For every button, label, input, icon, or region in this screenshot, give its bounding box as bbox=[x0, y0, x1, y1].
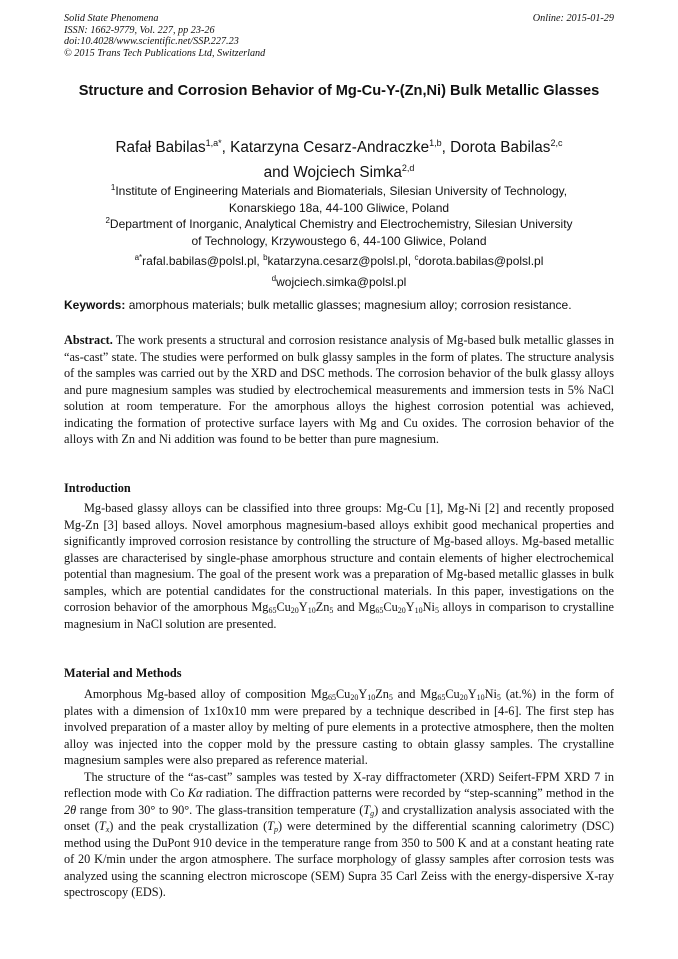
body-text: ) and crystallization analysis associated with the onset ( bbox=[64, 802, 614, 833]
email-block bbox=[80, 249, 598, 291]
email-superscript: b bbox=[263, 253, 268, 262]
author-superscript: 2,d bbox=[401, 163, 415, 174]
alloy-formula: $Mg_{65}Cu_{20}Y_{10}Zn_5$ bbox=[310, 687, 393, 702]
affiliation-superscript: 2 bbox=[105, 216, 110, 225]
affiliation-text: Department of Inorganic, Analytical Chemistry and Electrochemistry, Silesian University bbox=[109, 217, 573, 231]
math-symbol: 2θ bbox=[64, 802, 77, 817]
methods-paragraphs bbox=[64, 686, 614, 901]
math-symbol: $T_p$ bbox=[267, 819, 279, 834]
email-address: rafal.babilas@polsl.pl, bbox=[142, 254, 260, 268]
abstract-text: The work presents a structural and corrosion resistance analysis of Mg-based bulk metallic glasses in “as-cast” state. The studies were performed on bulk glassy samples in the form of plates. The structure analysis of the samples was carried out by the XRD and DSC methods. The corrosion behavior of the bulk glassy alloys and pure magnesium samples was studied by electrochemical measurements and immersion tests in 5% NaCl solution at room temperature. For the amorphous alloys the highest corrosion potential was achieved, indicating the formation of protective surface layers with Mg and Cu oxides. The corrosion behavior of the alloys with Zn and Ni addition was found to be better than pure magnesium. bbox=[64, 333, 614, 446]
affiliation-superscript: 1 bbox=[110, 183, 116, 192]
body-text: Mg-based glassy alloys can be classified into three groups: Mg-Cu [1], Mg-Ni [2] and recently proposed Mg-Zn [3] based alloys. Novel amorphous magnesium-based alloys exhibit good mechanical properties and significantly improved corrosion resistance by controlling the structure of Mg-based alloys. Mg-based metallic glasses are characterised by single-phase amorphous structure and contain elements of higher electrochemical potential than magnesium. The goal of the present work was a preparation of Mg-based metallic glasses in bulk samples, which are potential candidates for the constructional materials. In this paper, investigations on the corrosion behavior of the amorphous bbox=[64, 501, 614, 614]
author-name: Wojciech Simka bbox=[293, 164, 402, 182]
online-date: Online: 2015-01-29 bbox=[532, 13, 614, 24]
abstract-label: Abstract. bbox=[64, 333, 113, 347]
author-name: Katarzyna Cesarz-Andraczke bbox=[230, 139, 430, 157]
affiliation-2 bbox=[80, 212, 598, 250]
email-address: wojciech.simka@polsl.pl bbox=[276, 275, 407, 289]
author-superscript: 2,c bbox=[550, 138, 563, 148]
abstract-paragraph bbox=[64, 332, 614, 448]
alloy-formula: $Mg_{65}Cu_{20}Y_{10}Ni_5$ bbox=[358, 600, 439, 615]
email-superscript: a* bbox=[134, 253, 143, 262]
author-superscript: 1,a* bbox=[205, 138, 222, 148]
email-address: katarzyna.cesarz@polsl.pl, bbox=[267, 254, 412, 268]
issn-line: ISSN: 1662-9779, Vol. 227, pp 23-26 bbox=[64, 24, 215, 36]
email-superscript: c bbox=[414, 253, 419, 262]
page-header bbox=[64, 13, 614, 59]
email-address: dorota.babilas@polsl.pl bbox=[418, 254, 544, 268]
paper-title: Structure and Corrosion Behavior of Mg-Cu-Y-(Zn,Ni) Bulk Metallic Glasses bbox=[78, 83, 600, 99]
body-text: ) were determined by the differential scanning calorimetry (DSC) method using the DuPont 910 device in the temperature range from 350 to 500 K and at a constant heating rate of 20 K/min under the argon atmosphere. The surface morphology of glassy samples after corrosion tests was analyzed using the scanning electron microscope (SEM) Supra 35 Carl Zeiss with the energy-dispersive X-ray spectroscopy (EDS). bbox=[64, 819, 614, 899]
alloy-formula: $Mg_{65}Cu_{20}Y_{10}Ni_5$ bbox=[420, 687, 501, 702]
body-text: Amorphous Mg-based alloy of composition bbox=[84, 687, 311, 701]
math-symbol: $T_x$ bbox=[98, 819, 110, 834]
section-heading-introduction: Introduction bbox=[64, 481, 131, 495]
author-name: Dorota Babilas bbox=[450, 139, 551, 157]
journal-name: Solid State Phenomena bbox=[64, 13, 159, 24]
affiliation-text: Konarskiego 18a, 44-100 Gliwice, Poland bbox=[228, 201, 450, 215]
body-text: alloys in comparison to crystalline magnesium in NaCl solution are presented. bbox=[64, 600, 615, 631]
body-text: and bbox=[333, 600, 359, 614]
alloy-formula: $Mg_{65}Cu_{20}Y_{10}Zn_5$ bbox=[251, 600, 334, 615]
section-heading-methods: Material and Methods bbox=[64, 666, 182, 680]
doi-line: doi:10.4028/www.scientific.net/SSP.227.23 bbox=[64, 36, 239, 47]
body-text: and bbox=[392, 687, 421, 701]
body-text: range from 30° to 90°. The glass-transition temperature ( bbox=[76, 802, 364, 817]
body-text: ) and the peak crystallization ( bbox=[109, 819, 268, 833]
keywords-line bbox=[64, 297, 614, 313]
author-name: Rafał Babilas bbox=[115, 139, 206, 157]
keywords-text: amorphous materials; bulk metallic glasses; magnesium alloy; corrosion resistance. bbox=[125, 298, 572, 312]
keywords-label: Keywords: bbox=[64, 298, 126, 312]
body-text: The structure of the “as-cast” samples was tested by X-ray diffractometer (XRD) Seifert-FPM XRD 7 in reflection mode with Co bbox=[64, 769, 614, 800]
body-text: radiation. The diffraction patterns were recorded by “step-scanning” method in the bbox=[202, 786, 614, 800]
body-text: (at.%) in the form of plates with a dimension of 1x10x10 mm were prepared by a technique described in [4-6]. The first step has involved preparation of a master alloy by melting of pure elements in a protective atmosphere, then the molten alloy was injected into the copper mold by the pressure casting to obtain glassy samples. The crystalline magnesium samples were also prepared as reference material. bbox=[64, 687, 614, 767]
introduction-paragraph bbox=[64, 500, 614, 632]
author-list: Rafał Babilas$^{1,a*}$, Katarzyna Cesarz-Andraczke$^{1,b}$, Dorota Babilas$^{2,c}$ and Wojciech Simka$^{2,d}$ bbox=[115, 138, 563, 182]
affiliation-text: Institute of Engineering Materials and Biomaterials, Silesian University of Technology, bbox=[115, 184, 568, 198]
email-superscript: d bbox=[271, 274, 277, 283]
math-symbol: $T_g$ bbox=[363, 802, 375, 818]
math-symbol: Kα bbox=[187, 786, 203, 800]
copyright-line: © 2015 Trans Tech Publications Ltd, Switzerland bbox=[64, 47, 266, 59]
author-connector: and bbox=[263, 164, 290, 182]
author-superscript: 1,b bbox=[429, 138, 442, 148]
affiliation-text: of Technology, Krzywoustego 6, 44-100 Gliwice, Poland bbox=[191, 234, 487, 248]
